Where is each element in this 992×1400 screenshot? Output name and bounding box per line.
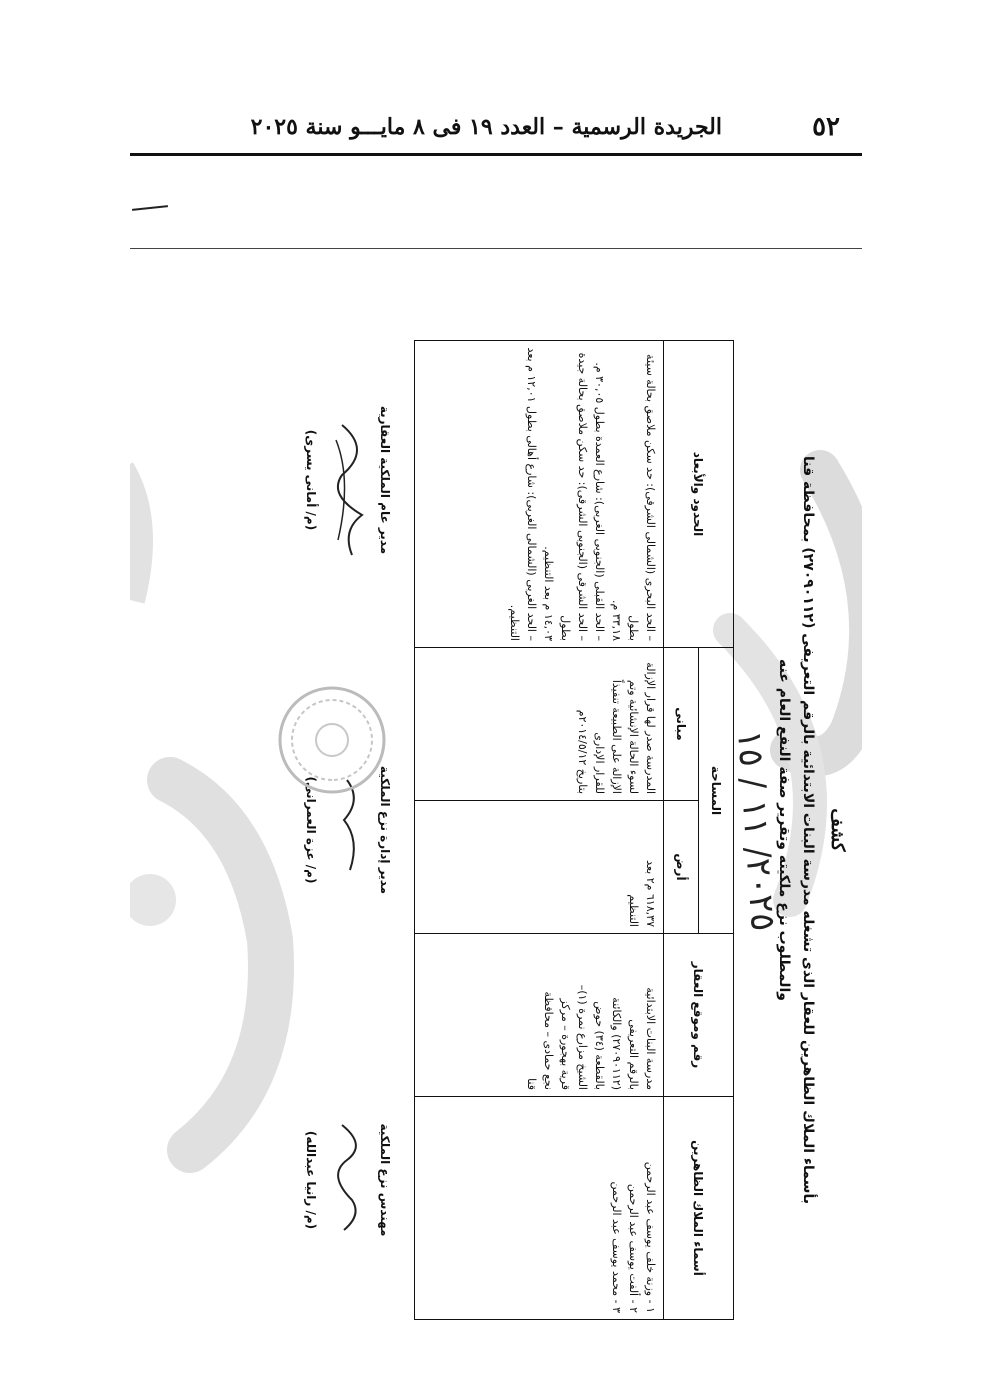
scanned-document	[130, 300, 862, 1360]
boundary-line: – الحد الشرقى (الجنوبى الشرقى): حد سكن ملاصق بحالة جيدة بطول	[559, 352, 589, 641]
location-line: قرية بهجورة – مركز	[559, 998, 572, 1090]
owner-name: ٣ - محمد يوسف عبد الرحمن	[610, 1181, 623, 1313]
boundary-line: – الحد القبلى (الجنوبى الغربى): شارع العمدة بطول ٣٠,٠٥ م.	[593, 362, 606, 641]
cell-land	[415, 801, 664, 934]
cell-buildings	[415, 648, 664, 801]
owner-name: ١ - وزنة خلف يوسف عبد الرحمن	[644, 1161, 657, 1313]
header-buildings: مبانى	[664, 648, 699, 801]
signature-title: مدير إدارة نزع الملكية	[378, 765, 392, 895]
signature-title: مهندس نزع الملكية	[378, 1123, 392, 1237]
buildings-line: الإزالة على الطبيعة تنفيذاً	[610, 679, 623, 794]
buildings-line: للقرار الإدارى	[593, 732, 606, 794]
location-line: (٢٧٠٩٠١١٢) والكائنة	[610, 997, 623, 1090]
boundary-line: – الحد البحرى (الشمالى الشرقى): حد سكن ملاصق بحالة سيئة بطول	[627, 354, 657, 641]
gazette-header	[130, 110, 862, 150]
location-line: الشيخ مزارع نمرة (١)–	[576, 984, 589, 1090]
buildings-line: لسوء الحالة الإنشائية وتم	[627, 679, 640, 794]
signatory-name: (م/ رانيا عبدالله)	[304, 1130, 318, 1230]
signature-scribble	[332, 1120, 372, 1240]
table-row	[415, 341, 664, 1320]
cell-boundaries	[415, 341, 664, 648]
official-seal-icon	[272, 680, 392, 800]
gazette-title: الجريدة الرسمية – العدد ١٩ فى ٨ مايـــو سنة ٢٠٢٥	[250, 114, 722, 140]
rotated-page	[130, 300, 862, 1360]
header-area: المساحة	[699, 648, 734, 934]
document-subtitle-2: والمطلوب نزع ملكيته وتقرير صفة النفع العام عنه	[776, 659, 792, 1001]
buildings-line: المدرسة صدر لها قرار الإزالة	[644, 662, 657, 794]
header-land: أرض	[664, 801, 699, 934]
land-line: التنظيم	[627, 894, 640, 927]
owner-name: ٢ - ألفت يوسف عبد الرحمن	[627, 1183, 640, 1313]
boundary-line: ٣٣,١٨ م.	[610, 600, 623, 641]
header-boundaries: الحدود والأبعاد	[664, 341, 734, 648]
land-line: ٦١٨,٣٧ م٢ بعد	[644, 860, 657, 927]
cell-location	[415, 934, 664, 1097]
document-title: كشف	[827, 808, 848, 852]
location-line: مدرسة البنات الابتدائية	[644, 987, 657, 1090]
page-number: ٥٢	[812, 112, 840, 142]
boundary-line: – الحد الغربى (الشمالى الغربى): شارع أهالى بطول ١٢,٠١ م بعد التنظيم.	[508, 347, 538, 641]
signatures	[262, 340, 392, 1320]
owners-table	[414, 340, 734, 1320]
signature-block	[304, 1060, 392, 1300]
signature-title: مدير عام الملكية العقارية	[378, 405, 392, 555]
cell-owners	[415, 1097, 664, 1320]
header-location: رقم وموقع العقار	[664, 934, 734, 1097]
buildings-line: بتاريخ ٢٠١٤/٥/١٢م	[576, 709, 589, 794]
handwritten-date: ٢٠٢٥/ ١١ / ١٥	[729, 728, 783, 933]
document-subtitle: بأسماء الملاك الظاهرين للعقار الذى تشغله مدرسة البنات الابتدائية بالرقم التعريفى (٢٧٠٩٠١١٢) بمحافظة قنا	[800, 456, 816, 1204]
location-line: بالقطعة (٣٤) حوض	[593, 1001, 606, 1090]
location-line: بالرقم التعريفى	[627, 1019, 640, 1090]
header-rule	[130, 153, 862, 156]
signature-scribble	[328, 420, 372, 560]
margin-mark	[132, 205, 168, 211]
location-line: قنا	[525, 1078, 538, 1090]
location-line: نجع حمادى – محافظة	[542, 991, 555, 1090]
section-rule	[130, 248, 862, 249]
header-owners: أسماء الملاك الظاهرين	[664, 1097, 734, 1320]
signatory-name: (م/ عزة العمرانى)	[304, 776, 318, 884]
boundary-line: ١٤,٠٣ م بعد التنظيم.	[542, 546, 555, 641]
signatory-name: (م/ أمانى يسرى)	[304, 429, 318, 531]
signature-block	[304, 360, 392, 600]
